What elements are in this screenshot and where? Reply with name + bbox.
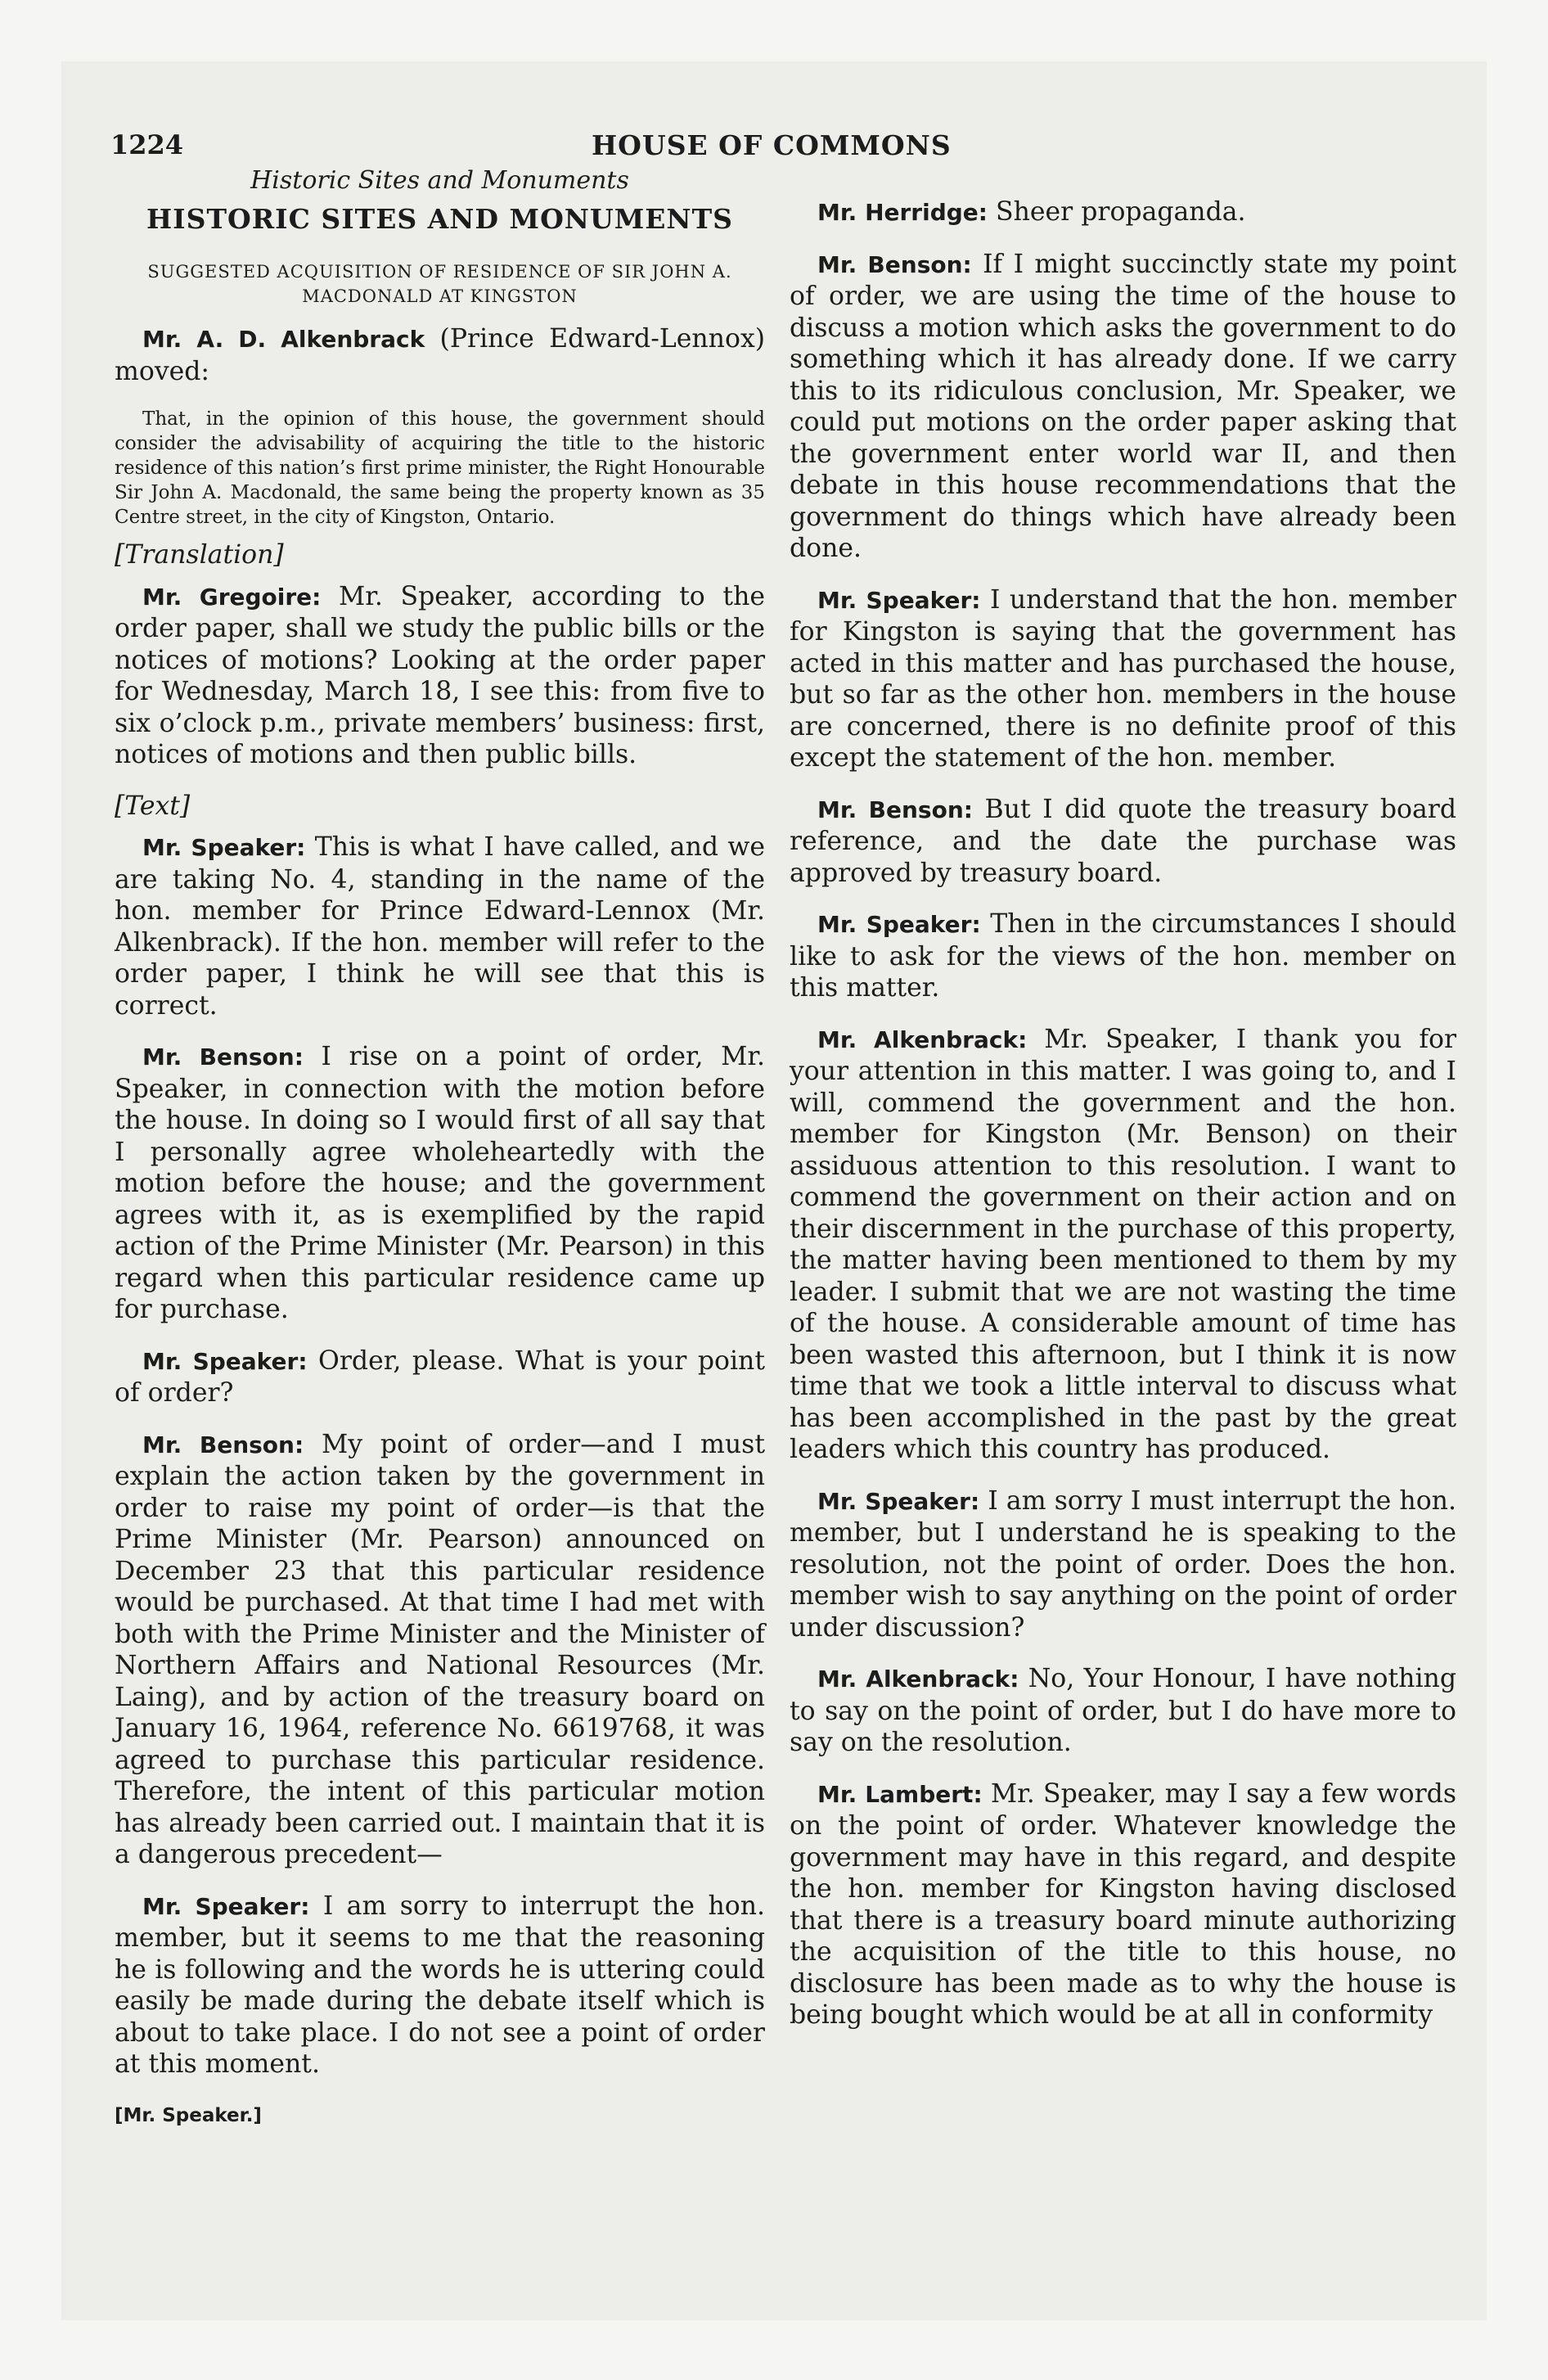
page-header [110,129,1456,170]
paragraph-text: I am sorry I must interrupt the hon. member, but I understand he is speaking to the resolution, not the point of order. Does the hon. member wish to say anything on the point of order under discussion? [790,1485,1456,1643]
right-column [790,196,1456,2051]
paragraph-text: This is what I have called, and we are taking No. 4, standing in the name of the hon. member for Prince Edward-Lennox (Mr. Alkenbrack). If the hon. member will refer to the order paper, I think he will see that this is correct. [115,832,765,1021]
speech-paragraph [790,794,1456,890]
speaker-name: Mr. Speaker: [817,911,981,938]
speaker-name: Mr. Speaker: [142,834,306,861]
speech-paragraph [115,1346,765,1409]
speech-paragraph [790,196,1456,229]
speaker-name: Mr. Benson: [817,250,972,278]
translation-label: [Translation] [115,540,284,570]
publication-title: HOUSE OF COMMONS [592,129,952,161]
subject-title: SUGGESTED ACQUISITION OF RESIDENCE OF SIR JOHN A. MACDONALD AT KINGSTON [147,262,732,306]
text-label: [Text] [115,791,191,821]
speech-paragraph [115,832,765,1021]
paragraph-text: (Prince Edward-Lennox) moved: [115,324,765,386]
speaker-name: Mr. Alkenbrack: [817,1025,1028,1053]
speaker-name: Mr. Benson: [817,796,973,823]
paragraph-text: I rise on a point of order, Mr. Speaker, in connection with the motion before the house. In doing so I would first of all say that I personally agree wholeheartedly with the motion before the house; and the government agrees with it, as is exemplified by the rapid action of the Prime Minister (Mr. Pearson) in this regard when this particular residence came up for purchase. [115,1042,766,1324]
paragraph-text: Sheer propaganda. [987,197,1246,227]
paragraph-text: Mr. Speaker, may I say a few words on the point of order. Whatever knowledge the government may have in this regard, and despite the hon. member for Kingston having disclosed that there is a treasury board minute authorizing the acquisition of the title to this house, no disclosure has been made as to why the house is being bought which would be at all in conformity [790,1778,1456,2030]
speech-paragraph [790,1485,1456,1644]
speaker-name: Mr. Gregoire: [142,583,322,611]
page-number: 1224 [110,129,184,160]
speaker-name: Mr. Benson: [142,1431,304,1458]
speaker-name: Mr. A. D. Alkenbrack [142,326,425,353]
speaker-name: Mr. Speaker: [142,1347,308,1375]
footer-speaker-note: [Mr. Speaker.] [115,2104,262,2126]
paragraph-text: I am sorry to interrupt the hon. member, but it seems to me that the reasoning he is following and the words he is uttering could easily be made during the debate itself which is about to take place. I do not see a point of order at this moment. [115,1891,766,2079]
speaker-name: Mr. Lambert: [817,1780,983,1808]
paragraph-text: I understand that the hon. member for Kingston is saying that the government has acted in this matter and has purchased the house, but so far as the other hon. members in the house are concerned, there is no definite proof of this except the statement of the hon. member. [790,584,1456,773]
speech-paragraph [790,584,1456,774]
speaker-name: Mr. Speaker: [142,1892,310,1920]
speech-paragraph [790,1024,1456,1466]
speaker-name: Mr. Speaker: [817,1487,980,1515]
speech-paragraph [790,1663,1456,1759]
paragraph-text: My point of order—and I must explain the action taken by the government in order to raise my point of order—is that the Prime Minister (Mr. Pearson) announced on December 23 that this particular residence would be purchased. At that time I had met with both with the Prime Minister and the Minister of Northern Affairs and National Resources (Mr. Laing), and by action of the treasury board on January 16, 1964, reference No. 6619768, it was agreed to purchase this particular residence. Therefore, the intent of this particular motion has already been carried out. I maintain that it is a dangerous precedent— [115,1429,765,1869]
speech-paragraph [790,908,1456,1004]
running-head: Historic Sites and Monuments [250,166,629,195]
paragraph-text: Then in the circumstances I should like to ask for the views of the hon. member on this matter. [790,909,1456,1003]
paragraph-text: Mr. Speaker, according to the order paper, shall we study the public bills or the notices of motions? Looking at the order paper for Wednesday, March 18, I see this: from five to six o’clock p.m., private members’ business: first, notices of motions and then public bills. [115,581,766,769]
motion-intro [115,323,765,387]
paragraph-text: No, Your Honour, I have nothing to say on the point of order, but I do have more to say on the resolution. [790,1664,1456,1757]
paragraph-text: If I might succinctly state my point of order, we are using the time of the house to discuss a motion which asks the government to do something which it has already done. If we carry this to its ridiculous conclusion, Mr. Speaker, we could put motions on the order paper asking that the government enter world war II, and then debate in this house recommendations that the government do things which have already been done. [790,249,1456,563]
speaker-name: Mr. Benson: [142,1044,304,1071]
speech-paragraph [115,581,765,771]
left-column [115,165,765,2131]
speech-paragraph [115,1891,765,2080]
paragraph-text: But I did quote the treasury board reference, and the date the purchase was approved by treasury board. [790,794,1456,888]
speech-paragraph [790,249,1456,565]
paragraph-text: Order, please. What is your point of order? [115,1346,765,1408]
paragraph-text: Mr. Speaker, I thank you for your attention in this matter. I was going to, and I will, commend the government and the hon. member for Kingston (Mr. Benson) on their assiduous attention to this resolution. I want to commend the government on their action and on their discernment in the purchase of this property, the matter having been mentioned to them by my leader. I submit that we are not wasting the time of the house. A considerable amount of time has been wasted this afternoon, but I think it is now time that we took a little interval to discuss what has been accomplished in the past by the great leaders which this country has produced. [790,1024,1457,1464]
section-title: HISTORIC SITES AND MONUMENTS [146,202,733,235]
speech-paragraph [115,1041,765,1326]
speech-paragraph [790,1778,1456,2031]
speaker-name: Mr. Alkenbrack: [817,1666,1019,1693]
speech-paragraph [115,1429,765,1871]
speaker-name: Mr. Herridge: [817,199,988,226]
speaker-name: Mr. Speaker: [817,586,981,614]
motion-text: That, in the opinion of this house, the government should consider the advisability of acquiring the title to the historic residence of this nation’s first prime minister, the Right Honourable Sir John A. Macdonald, the same being the property known as 35 Centre street, in the city of Kingston, Ontario. [115,408,765,528]
